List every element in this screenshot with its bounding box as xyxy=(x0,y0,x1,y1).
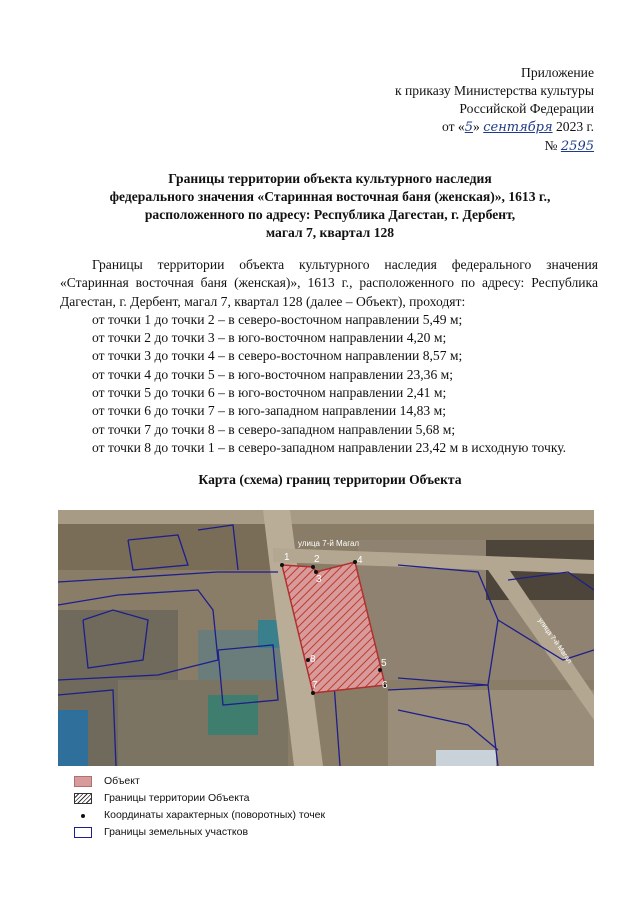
map-title: Карта (схема) границ территории Объекта xyxy=(198,472,462,487)
segment-line: от точки 8 до точки 1 – в северо-западном направлении 23,42 м в исходную точку. xyxy=(92,439,567,455)
header-number: № 2595 xyxy=(544,138,594,154)
segment-line: от точки 7 до точки 8 – в северо-западном направлении 5,68 м; xyxy=(92,421,456,437)
svg-text:3: 3 xyxy=(316,574,322,585)
header-date: от «5» сентября 2023 г. xyxy=(441,119,594,135)
svg-text:8: 8 xyxy=(310,654,316,665)
header-appendix: Приложение xyxy=(521,65,594,80)
document-header xyxy=(395,64,594,156)
legend-item: Границы земельных участков xyxy=(74,824,325,841)
svg-text:1: 1 xyxy=(284,552,290,563)
header-order: к приказу Министерства культуры xyxy=(395,83,594,98)
parcel-swatch-icon xyxy=(74,827,92,838)
street-label: улица 7-й Магал xyxy=(298,539,360,548)
document-body xyxy=(60,256,598,457)
handwritten-day: 5 xyxy=(464,120,474,135)
map-legend xyxy=(74,773,325,841)
svg-text:2: 2 xyxy=(314,554,320,565)
segment-line: от точки 1 до точки 2 – в северо-восточном направлении 5,49 м; xyxy=(92,311,463,327)
header-federation: Российской Федерации xyxy=(459,101,594,116)
segment-line: от точки 4 до точки 5 – в юго-восточном направлении 23,36 м; xyxy=(92,366,454,382)
segment-line: от точки 3 до точки 4 – в северо-восточном направлении 8,57 м; xyxy=(92,348,463,364)
object-swatch-icon xyxy=(74,776,92,787)
segment-line: от точки 5 до точки 6 – в юго-восточном направлении 2,41 м; xyxy=(92,385,447,401)
svg-text:4: 4 xyxy=(357,555,363,566)
segment-line: от точки 6 до точки 7 – в юго-западном направлении 14,83 м; xyxy=(92,403,446,419)
map-image xyxy=(58,510,594,766)
legend-item: Координаты характерных (поворотных) точек xyxy=(74,807,325,824)
boundary-map xyxy=(58,510,594,766)
street-label: улица 7-й Магал xyxy=(536,617,573,665)
dot-icon xyxy=(74,810,92,821)
hatch-swatch-icon xyxy=(74,793,92,804)
svg-text:5: 5 xyxy=(381,658,387,669)
svg-text:6: 6 xyxy=(382,680,388,691)
handwritten-number: 2595 xyxy=(560,139,594,154)
segment-line: от точки 2 до точки 3 – в юго-восточном направлении 4,20 м; xyxy=(92,330,447,346)
legend-item: Объект xyxy=(74,773,325,790)
legend-item: Границы территории Объекта xyxy=(74,790,325,807)
document-title: Границы территории объекта культурного наследия федерального значения «Старинная восточная баня (женская)», 1613 г., расположенного по адресу: Республика Дагестан, г. Дербент, магал 7, квартал 128 xyxy=(109,171,551,240)
intro-paragraph: Границы территории объекта культурного наследия федерального значения «Старинная восточная баня (женская)», 1613 г., расположенного по адресу: Республика Дагестан, г. Дербент, магал 7, квартал 128 (далее – Объект), проходят: xyxy=(60,257,598,309)
svg-text:7: 7 xyxy=(312,680,318,691)
handwritten-month: сентября xyxy=(483,120,553,135)
